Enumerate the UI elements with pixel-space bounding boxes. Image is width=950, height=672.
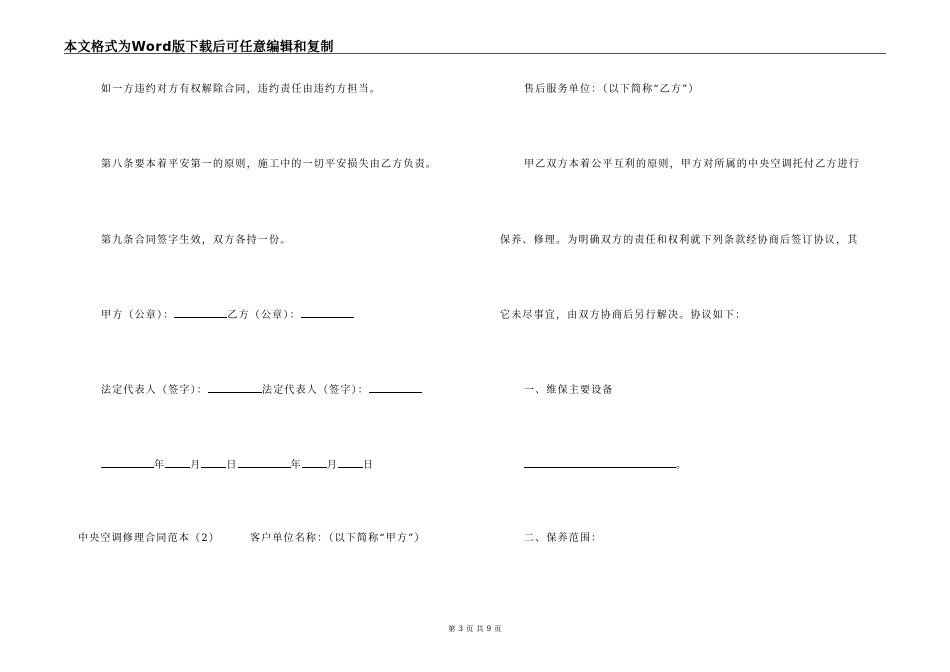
year-b-label: 年 bbox=[290, 460, 302, 471]
seal-party-b-label: 乙方（公章）： bbox=[227, 310, 301, 321]
seal-row bbox=[101, 306, 354, 321]
seal-party-a-blank bbox=[174, 308, 227, 318]
rep-a-label: 法定代表人（签字）： bbox=[101, 385, 208, 396]
right-line-1: 售后服务单位：（以下简称“乙方”） bbox=[524, 84, 700, 95]
month-a-label: 月 bbox=[190, 460, 202, 471]
document-header: 本文格式为Word版下载后可任意编辑和复制 bbox=[64, 40, 335, 55]
equipment-row bbox=[524, 456, 687, 471]
right-line-2: 甲乙双方本着公平互利的原则，甲方对所属的中央空调托付乙方进行 bbox=[524, 159, 860, 170]
rep-b-blank bbox=[369, 383, 422, 393]
page-number: 第 3 页 共 9 页 bbox=[448, 625, 502, 633]
year-b-blank bbox=[238, 458, 291, 468]
seal-party-b-blank bbox=[301, 308, 354, 318]
year-a-blank bbox=[101, 458, 154, 468]
left-line-3: 第九条合同签字生效，双方各持一份。 bbox=[101, 235, 292, 246]
day-b-label: 日 bbox=[363, 460, 375, 471]
left-line-2: 第八条要本着平安第一的原则，施工中的一切平安损失由乙方负责。 bbox=[101, 159, 437, 170]
month-a-blank bbox=[165, 458, 190, 468]
month-b-label: 月 bbox=[326, 460, 339, 471]
left-line-1: 如一方违约对方有权解除合同，违约责任由违约方担当。 bbox=[101, 84, 381, 95]
right-line-4: 它未尽事宜，由双方协商后另行解决。协议如下： bbox=[500, 310, 747, 321]
sample-title: 中央空调修理合同范本（2） bbox=[78, 533, 220, 544]
header-divider bbox=[64, 53, 886, 54]
right-line-3: 保养、修理。为明确双方的责任和权利就下列条款经协商后签订协议，其 bbox=[500, 235, 859, 246]
section-1-heading: 一、维保主要设备 bbox=[524, 385, 614, 396]
seal-party-a-label: 甲方（公章）： bbox=[101, 310, 175, 321]
year-a-label: 年 bbox=[154, 460, 166, 471]
equipment-blank bbox=[524, 458, 676, 468]
month-b-blank bbox=[302, 458, 327, 468]
day-a-blank bbox=[201, 458, 226, 468]
day-b-blank bbox=[338, 458, 363, 468]
day-a-label: 日 bbox=[226, 460, 238, 471]
client-name-label: 客户单位名称：（以下简称“甲方”） bbox=[250, 533, 426, 544]
section-2-heading: 二、保养范围： bbox=[524, 533, 603, 544]
representative-row bbox=[101, 381, 422, 396]
equipment-period: 。 bbox=[676, 460, 688, 471]
rep-a-blank bbox=[208, 383, 262, 393]
rep-b-label: 法定代表人（签字）： bbox=[262, 385, 369, 396]
date-row bbox=[101, 456, 374, 471]
